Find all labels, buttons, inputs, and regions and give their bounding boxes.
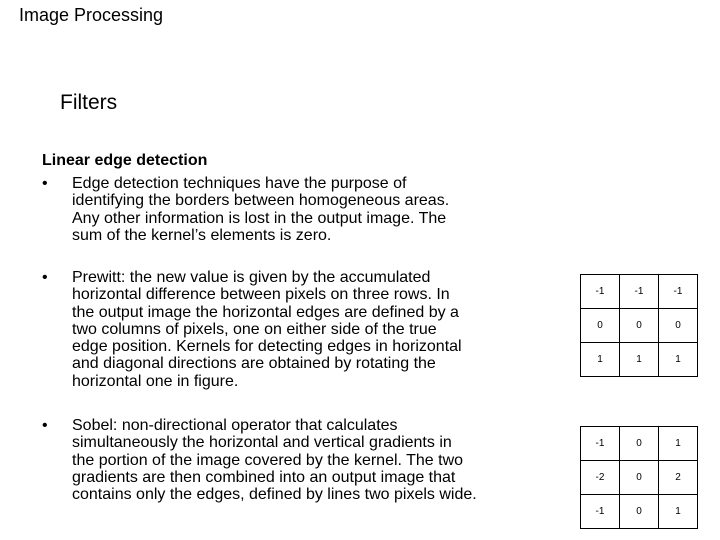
kernel-cell: -1 — [581, 275, 620, 309]
section-heading: Linear edge detection — [42, 152, 208, 169]
kernel-cell: 1 — [659, 495, 698, 529]
bullet-marker: • — [42, 269, 48, 286]
kernel-cell: 0 — [620, 461, 659, 495]
bullet-marker: • — [42, 175, 48, 192]
kernel-cell: 0 — [659, 309, 698, 343]
kernel-row — [581, 309, 698, 343]
kernel-cell: 1 — [581, 343, 620, 377]
kernel-cell: 1 — [659, 427, 698, 461]
sobel-kernel-table — [580, 426, 698, 529]
kernel-cell: -1 — [581, 427, 620, 461]
kernel-row — [581, 461, 698, 495]
kernel-cell: 0 — [620, 495, 659, 529]
kernel-cell: 2 — [659, 461, 698, 495]
kernel-row — [581, 343, 698, 377]
kernel-row — [581, 275, 698, 309]
bullet-marker: • — [42, 417, 48, 434]
kernel-cell: -2 — [581, 461, 620, 495]
kernel-cell: 1 — [620, 343, 659, 377]
prewitt-kernel-table — [580, 274, 698, 377]
kernel-cell: 1 — [659, 343, 698, 377]
kernel-row — [581, 495, 698, 529]
kernel-cell: -1 — [620, 275, 659, 309]
slide-subtitle: Filters — [60, 91, 118, 114]
kernel-cell: 0 — [581, 309, 620, 343]
kernel-cell: 0 — [620, 309, 659, 343]
slide-header: Image Processing — [19, 5, 164, 25]
bullet-text: Edge detection techniques have the purpose of identifying the borders between homogeneous areas. Any other information is lost in the output image. The sum of the kernel’s elements is zero. — [72, 175, 450, 244]
kernel-cell: -1 — [659, 275, 698, 309]
bullet-text: Sobel: non-directional operator that calculates simultaneously the horizontal and vertical gradients in the portion of the image covered by the kernel. The two gradients are then combined into an output image that contains only the edges, defined by lines two pixels wide. — [72, 417, 477, 504]
bullet-text: Prewitt: the new value is given by the accumulated horizontal difference between pixels on three rows. In the output image the horizontal edges are defined by a two columns of pixels, one on either side of the true edge position. Kernels for detecting edges in horizontal and diagonal directions are obtained by rotating the horizontal one in figure. — [72, 269, 462, 390]
kernel-row — [581, 427, 698, 461]
kernel-cell: 0 — [620, 427, 659, 461]
kernel-cell: -1 — [581, 495, 620, 529]
